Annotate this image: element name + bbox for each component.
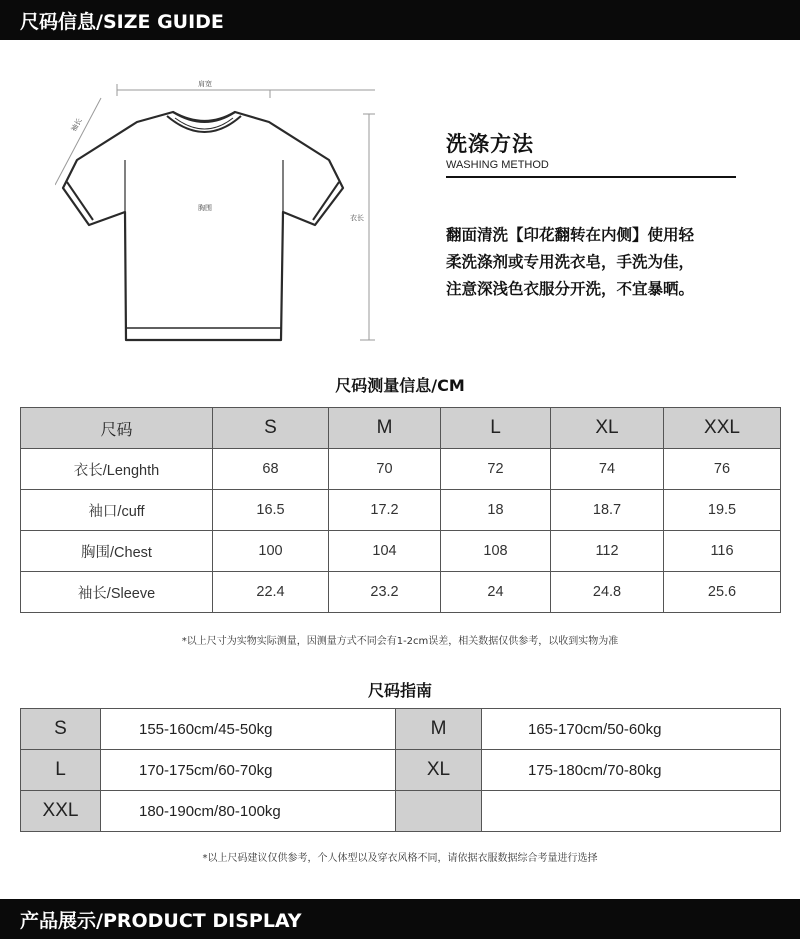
measurement-table-title: 尺码测量信息/CM	[335, 376, 465, 395]
length-label: 衣长	[350, 214, 364, 222]
washing-title: 洗涤方法	[446, 132, 534, 156]
table-cell: 108	[441, 531, 551, 572]
shoulder-label: 肩宽	[198, 80, 212, 88]
section-header-product-display	[0, 899, 800, 939]
table-cell: 22.4	[213, 572, 329, 613]
table-row	[21, 572, 781, 613]
size-guide-table	[20, 708, 781, 832]
table-cell: 18.7	[551, 490, 664, 531]
table-row	[21, 709, 781, 750]
measurement-note: *以上尺寸为实物实际测量，因测量方式不同会有1-2cm误差，相关数据仅供参考，以收到实物为准	[181, 636, 619, 647]
washing-subtitle: WASHING METHOD	[446, 159, 549, 171]
table-row	[21, 490, 781, 531]
size-cell: XXL	[21, 791, 101, 832]
table-cell: 23.2	[329, 572, 441, 613]
column-header: XL	[551, 408, 664, 449]
size-range-cell: 180-190cm/80-100kg	[101, 791, 396, 832]
size-cell	[396, 791, 482, 832]
table-row	[21, 531, 781, 572]
chest-label: 胸围	[198, 204, 212, 212]
table-cell: 24.8	[551, 572, 664, 613]
table-cell: 72	[441, 449, 551, 490]
size-guide-title: 尺码信息/SIZE GUIDE	[20, 10, 224, 33]
washing-line: 翻面清洗【印花翻转在内侧】使用轻	[446, 226, 695, 244]
row-label: 衣长/Lenghth	[21, 449, 213, 490]
table-cell: 68	[213, 449, 329, 490]
tshirt-diagram	[55, 70, 385, 360]
washing-divider	[446, 176, 736, 178]
column-header: 尺码	[21, 408, 213, 449]
table-cell: 76	[664, 449, 781, 490]
size-cell: M	[396, 709, 482, 750]
size-cell: L	[21, 750, 101, 791]
column-header: M	[329, 408, 441, 449]
size-range-cell: 175-180cm/70-80kg	[482, 750, 781, 791]
washing-line: 柔洗涤剂或专用洗衣皂，手洗为佳，	[446, 253, 695, 271]
size-cell: S	[21, 709, 101, 750]
table-row	[21, 449, 781, 490]
column-header: L	[441, 408, 551, 449]
size-guide-note: *以上尺码建议仅供参考，个人体型以及穿衣风格不同，请依据衣服数据综合考量进行选择	[202, 853, 598, 864]
table-cell: 19.5	[664, 490, 781, 531]
size-range-cell: 170-175cm/60-70kg	[101, 750, 396, 791]
size-range-cell	[482, 791, 781, 832]
size-cell: XL	[396, 750, 482, 791]
table-cell: 70	[329, 449, 441, 490]
row-label: 袖口/cuff	[21, 490, 213, 531]
table-cell: 16.5	[213, 490, 329, 531]
table-cell: 74	[551, 449, 664, 490]
table-row	[21, 791, 781, 832]
section-header-size-guide	[0, 0, 800, 40]
size-range-cell: 155-160cm/45-50kg	[101, 709, 396, 750]
table-header-row	[21, 408, 781, 449]
table-cell: 116	[664, 531, 781, 572]
table-cell: 100	[213, 531, 329, 572]
table-cell: 25.6	[664, 572, 781, 613]
table-cell: 17.2	[329, 490, 441, 531]
washing-instructions	[446, 222, 756, 303]
column-header: XXL	[664, 408, 781, 449]
size-range-cell: 165-170cm/50-60kg	[482, 709, 781, 750]
product-display-title: 产品展示/PRODUCT DISPLAY	[20, 909, 302, 932]
table-cell: 104	[329, 531, 441, 572]
table-row	[21, 750, 781, 791]
column-header: S	[213, 408, 329, 449]
table-cell: 112	[551, 531, 664, 572]
row-label: 袖长/Sleeve	[21, 572, 213, 613]
table-cell: 18	[441, 490, 551, 531]
size-guide-table-title: 尺码指南	[367, 681, 432, 700]
row-label: 胸围/Chest	[21, 531, 213, 572]
table-cell: 24	[441, 572, 551, 613]
washing-line: 注意深浅色衣服分开洗，不宜暴晒。	[446, 280, 695, 298]
measurement-table	[20, 407, 781, 613]
sleeve-label: 袖长	[69, 116, 84, 133]
